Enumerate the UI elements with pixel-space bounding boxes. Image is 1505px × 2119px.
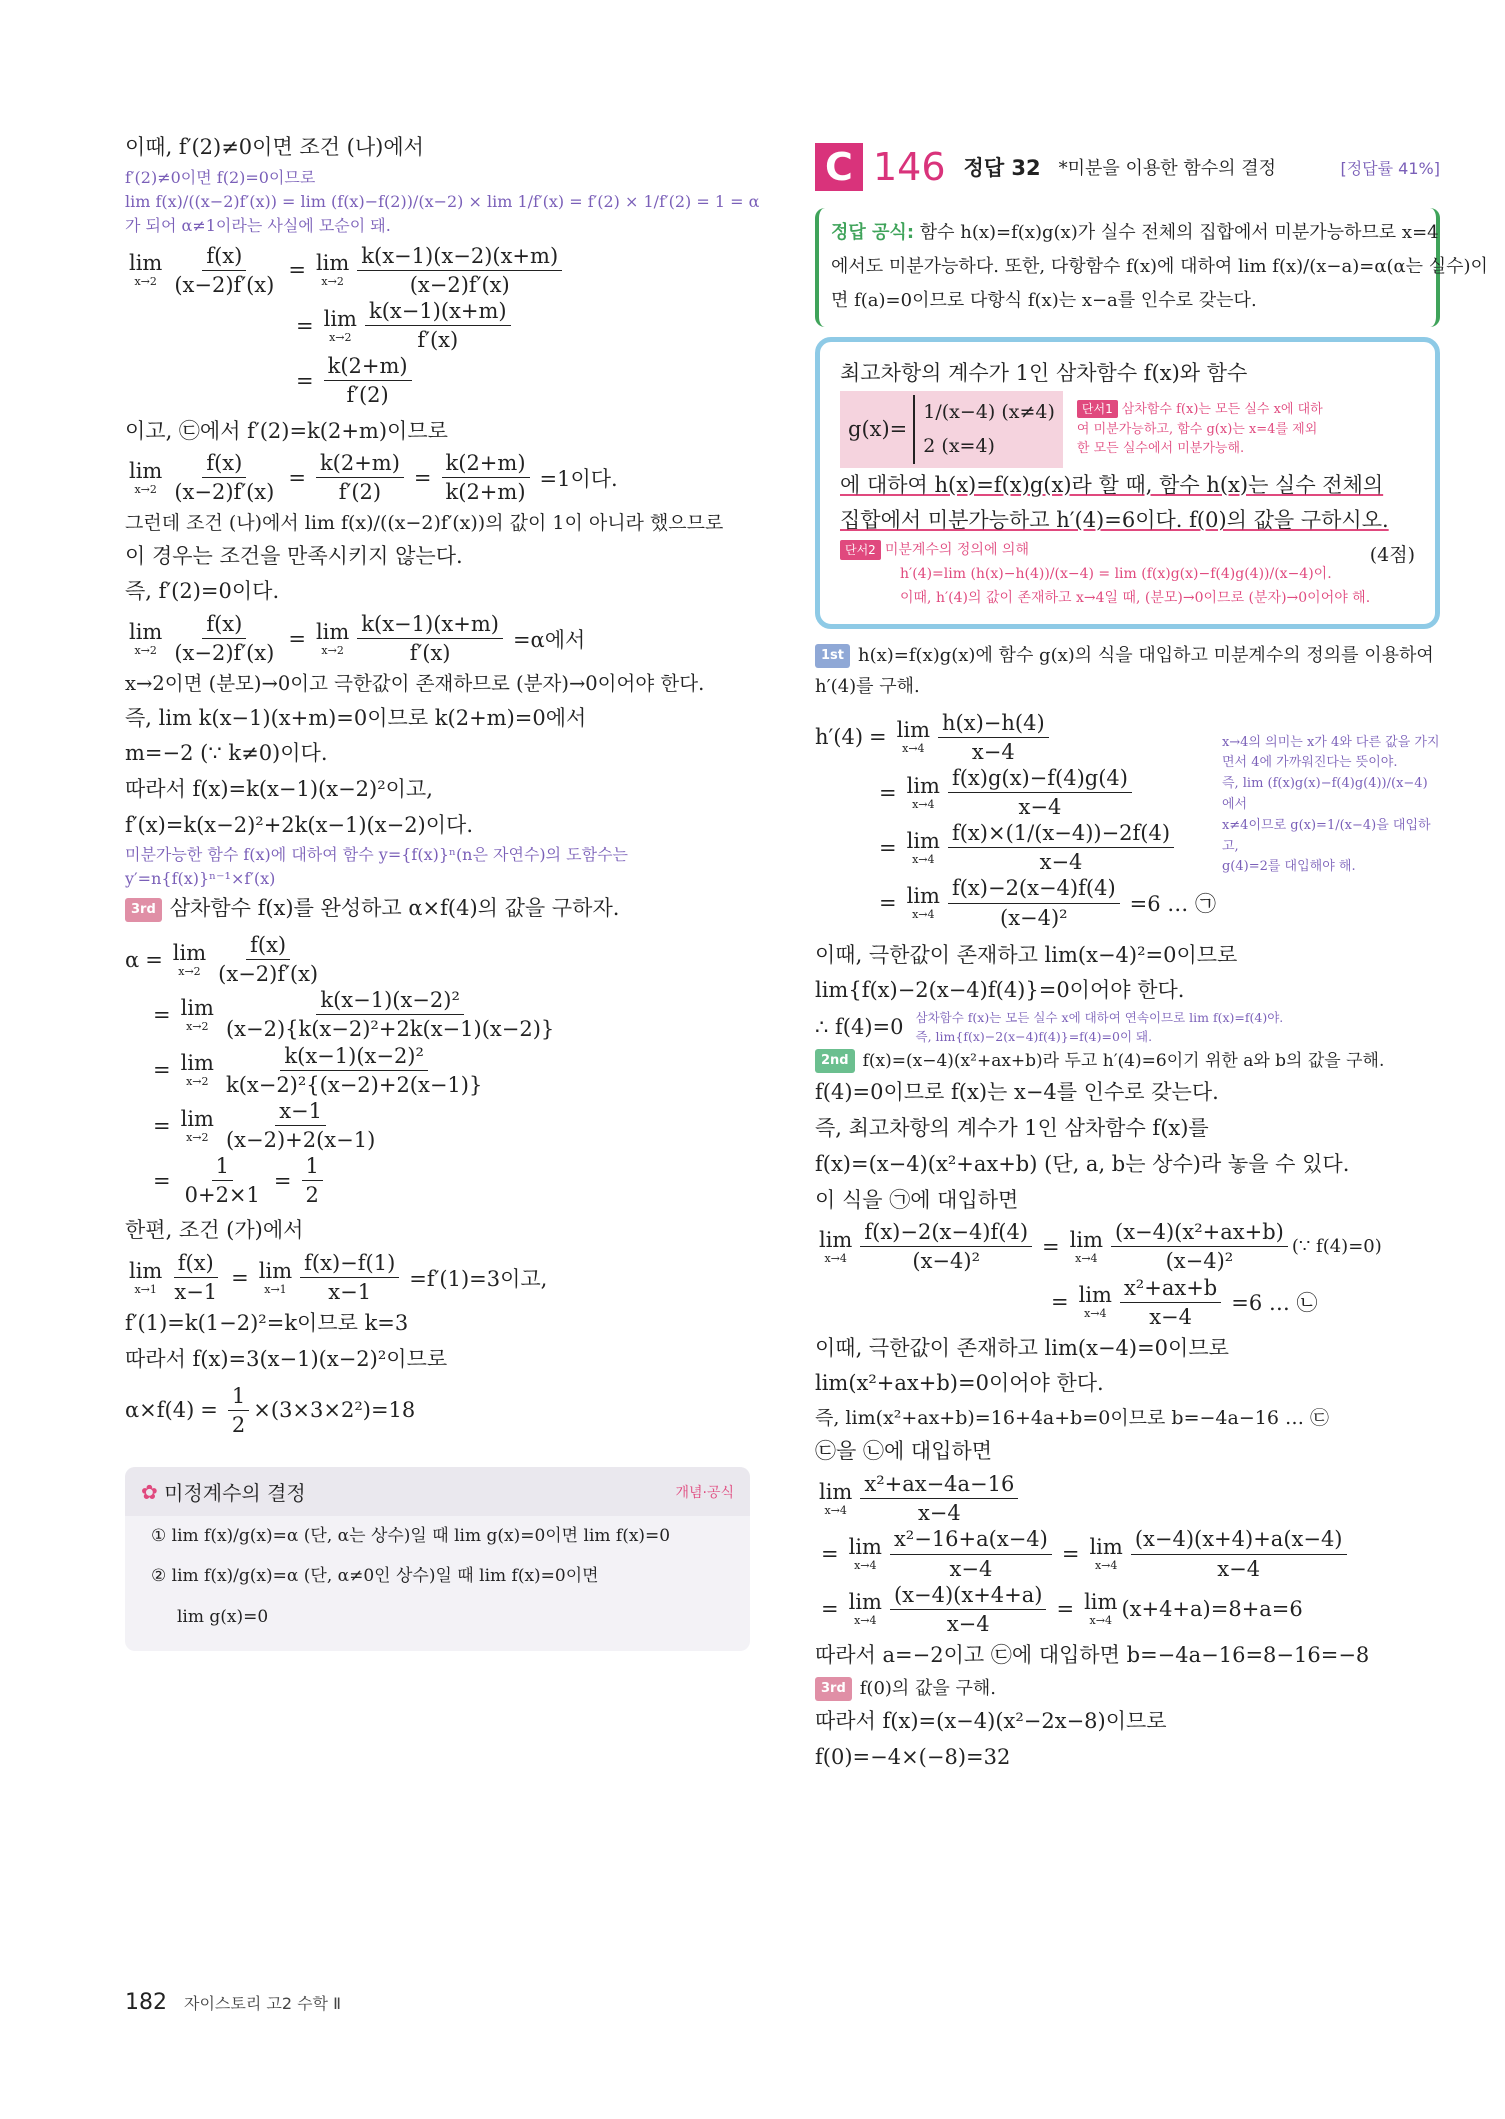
right-column [815, 140, 1488, 1776]
annotation-line: y′=n{f(x)}ⁿ⁻¹×f′(x) [125, 869, 276, 889]
limit-symbol: lim x→2 [172, 940, 207, 978]
side-note-text: g(4)=2를 대입해야 해. [1221, 859, 1356, 875]
step-badge: 3rd [815, 1677, 852, 1701]
hint-1 [1077, 400, 1327, 459]
limit-symbol: lim x→4 [1084, 1590, 1118, 1628]
problem-box [815, 337, 1440, 630]
side-note-text: x≠4이므로 g(x)=1/(x−4)을 대입하고, [1221, 817, 1431, 854]
equation-row: α×f(4) = $\frac{1}{2}$ ×(3×3×2²)=18 [125, 1383, 416, 1437]
accuracy-rate: [정답률 41%] [1340, 158, 1440, 178]
text-line: 즉, lim k(x−1)(x+m)=0이므로 k(2+m)=0에서 [125, 705, 587, 730]
step-text: 삼차함수 f(x)를 완성하고 α×f(4)의 값을 구하자. [169, 896, 620, 921]
fraction: $\frac{\text{k(x−1)(x−2)²}}{\text{(x−2)\{k(x−2)²+2k(x−1)(x−2)\}}}$ [225, 988, 555, 1042]
fraction: $\frac{f(x)}{(x-2)f'(x)}$ [174, 612, 275, 666]
limit-symbol: lim x→2 [315, 619, 350, 657]
equation-row: = lim x→2 $\frac{\text{k(x−1)(x−2)²}}{\text{k(x−2)²\{(x−2)+2(x−1)\}}}$ [125, 1044, 750, 1097]
text-line: lim{f(x)−2(x−4)f(4)}=0이어야 한다. [815, 978, 1185, 1003]
limit-symbol: lim x→2 [129, 619, 163, 657]
step-line [125, 891, 750, 927]
hint-tag: 단서1 [1077, 400, 1118, 418]
fraction: $\frac{(x-4)(x+4)+a(x-4)}{x-4}$ [1131, 1527, 1347, 1580]
flower-icon: ✿ [141, 1479, 165, 1504]
concept-note-header [125, 1467, 750, 1516]
limit-symbol: lim x→2 [180, 1106, 214, 1144]
text-line: f′(x)=k(x−2)²+2k(x−1)(x−2)이다. [125, 812, 473, 837]
step-line [815, 1047, 1440, 1076]
equation-row: = lim x→2 $\frac{x-1}{(x-2)+2(x-1)}$ [125, 1099, 750, 1152]
fraction: $\frac{h(x)-h(4)}{x-4}$ [938, 711, 1049, 764]
fraction: $\frac{\text{(x−4)(x²+ax+b)}}{\text{(x−4)²}}$ [1111, 1220, 1288, 1273]
hint-2 [840, 539, 1415, 610]
formula-line: 함수 h(x)=f(x)g(x)가 실수 전체의 집합에서 미분가능하므로 x=4 [919, 222, 1439, 243]
fraction: $\frac{f(x)-2(x-4)f(4)}{\text{(x−4)²}}$ [860, 1220, 1032, 1273]
fraction: $\frac{k(2+m)}{k(2+m)}$ [442, 451, 530, 504]
fraction: $\frac{k(x-1)(x+m)}{f'(x)}$ [357, 612, 503, 665]
fraction: $\frac{f(x)}{(x-2)f'(x)}$ [174, 243, 275, 297]
topic-label: *미분을 이용한 함수의 결정 [1058, 158, 1277, 179]
side-note [916, 1009, 1284, 1047]
problem-line: 에 대하여 h(x)=f(x)g(x)라 할 때, 함수 h(x)는 실수 전체의 [840, 472, 1384, 497]
step-text: h(x)=f(x)g(x)에 함수 g(x)의 식을 대입하고 미분계수의 정의를 이용하여 h′(4)를 구해. [815, 645, 1434, 697]
step-badge: 2nd [815, 1049, 855, 1073]
formula-line: 면 f(a)=0이므로 다항식 f(x)는 x−a를 인수로 갖는다. [831, 290, 1257, 312]
limit-symbol: lim x→4 [848, 1590, 882, 1628]
problem-header [815, 140, 1440, 194]
text-line: 이때, 극한값이 존재하고 lim(x−4)=0이므로 [815, 1335, 1229, 1360]
text-line: f′(1)=k(1−2)²=k이므로 k=3 [125, 1311, 409, 1336]
hint-text: 이때, h′(4)의 값이 존재하고 x→4일 때, (분모)→0이므로 (분자)→0이어야 해. [900, 589, 1371, 606]
case-line: 1/(x−4) (x≠4) [923, 401, 1055, 424]
fraction: $\frac{1}{0+2\times 1}$ [184, 1154, 260, 1208]
equation-row: = $\frac{k(2+m)}{f'(2)}$ [125, 354, 750, 407]
side-note-text: 삼차함수 f(x)는 모든 실수 x에 대하여 연속이므로 lim f(x)=f(4)야. [915, 1010, 1284, 1026]
fraction: $\frac{f(x)-f(1)}{x-1}$ [300, 1251, 399, 1304]
piecewise-cases [913, 395, 1055, 463]
hint-tag: 단서2 [840, 540, 881, 560]
difficulty-label: C [815, 143, 863, 191]
fraction: $\frac{(x-4)(x+4+a)}{x-4}$ [890, 1583, 1047, 1636]
fraction: $\frac{\text{x²+ax+b}}{x-4}$ [1120, 1276, 1221, 1329]
fraction: $\frac{f(x)}{x-1}$ [174, 1251, 218, 1305]
text-line: lim(x²+ax+b)=0이어야 한다. [815, 1371, 1104, 1396]
points-label: (4점) [1369, 544, 1415, 566]
equation-row: = lim x→4 $\frac{f(x)g(x)-f(4)g(4)}{x-4}$ [815, 766, 1222, 819]
answer-formula-box [815, 208, 1488, 327]
fraction: $\frac{f(x)\times(1/(x-4))-2f(4)}{x-4}$ [948, 821, 1174, 874]
text-line: 따라서 f(x)=(x−4)(x²−2x−8)이므로 [815, 1709, 1167, 1734]
limit-symbol: lim x→4 [906, 828, 940, 866]
hint-text: 미분계수의 정의에 의해 [884, 542, 1029, 558]
concept-note-item: ① lim f(x)/g(x)=α (단, α는 상수)일 때 lim g(x)=0이면 lim f(x)=0 [151, 1526, 671, 1547]
text-line: f(4)=0이므로 f(x)는 x−4를 인수로 갖는다. [815, 1080, 1219, 1105]
derivation-block [125, 244, 750, 408]
limit-symbol: lim x→4 [906, 884, 940, 922]
g-definition: g(x)= [848, 416, 908, 441]
fraction: $\frac{\text{k(x−1)(x−2)²}}{\text{k(x−2)²\{(x−2)+2(x−1)\}}}$ [225, 1043, 483, 1097]
equation-row: = lim x→4 $\frac{\text{x²−16+a(x−4)}}{x-4}$ = lim x→4 $\frac{(x-4)(x+4)+a(x-4)}{x-4}$ [815, 1527, 1440, 1580]
problem-line: 집합에서 미분가능하고 h′(4)=6이다. f(0)의 값을 구하시오. [840, 508, 1389, 533]
annotation-line: 가 되어 α≠1이라는 사실에 모순이 돼. [125, 215, 391, 235]
step-badge: 3rd [125, 898, 162, 922]
side-note-text: 즉, lim{f(x)−2(x−4)f(4)}=f(4)=0이 돼. [915, 1028, 1153, 1044]
text-line: 이고, ㉢에서 f′(2)=k(2+m)이므로 [125, 418, 448, 443]
text-line: ㉢을 ㉡에 대입하면 [815, 1439, 993, 1464]
text-line: 한편, 조건 (가)에서 [125, 1218, 304, 1243]
formula-line: 에서도 미분가능하다. 또한, 다항함수 f(x)에 대하여 lim f(x)/(x−a)=α(α는 실수)이 [831, 256, 1488, 278]
derivation-block [125, 933, 750, 1207]
limit-symbol: lim x→2 [315, 251, 350, 289]
fraction: $\frac{f(x)g(x)-f(4)g(4)}{x-4}$ [948, 766, 1132, 819]
page-number: 182 [125, 1990, 167, 2015]
limit-symbol: lim x→4 [1089, 1535, 1123, 1573]
equation-row: h′(4) = lim x→4 $\frac{h(x)-h(4)}{x-4}$ [815, 711, 1222, 764]
step-badge: 1st [815, 644, 850, 668]
equation-row: lim x→1 $\frac{f(x)}{x-1}$ = lim x→1 $\frac{f(x)-f(1)}{x-1}$ =f′(1)=3이고, [129, 1251, 548, 1305]
text-line: 이때, f′(2)≠0이면 조건 (나)에서 [125, 135, 424, 159]
equation-row: = lim x→4 $\frac{f(x)-2(x-4)f(4)}{\text{(x−4)²}}$ =6 … ㉠ [879, 876, 1216, 930]
formula-tag: 정답 공식: [831, 222, 915, 243]
concept-note-item: ② lim f(x)/g(x)=α (단, α≠0인 상수)일 때 lim f(x)=0이면 [151, 1566, 599, 1587]
limit-symbol: lim x→2 [180, 995, 214, 1033]
equation-row: = lim x→2 $\frac{\text{k(x−1)(x−2)²}}{\text{(x−2)\{k(x−2)²+2k(x−1)(x−2)\}}}$ [125, 988, 750, 1041]
fraction: $\frac{k(x-1)(x-2)(x+m)}{(x-2)f'(x)}$ [357, 244, 562, 297]
text-line: 따라서 f(x)=3(x−1)(x−2)²이므로 [125, 1347, 448, 1372]
text-line: 이 경우는 조건을 만족시키지 않는다. [125, 543, 463, 568]
fraction: $\frac{k(2+m)}{f'(2)}$ [316, 451, 404, 504]
annotation-line: f′(2)≠0이면 f(2)=0이므로 [125, 167, 316, 187]
equation-row: lim x→4 $\frac{f(x)-2(x-4)f(4)}{\text{(x−4)²}}$ = lim x→4 $\frac{\text{(x−4)(x²+ax+b)}}{\text{(x−4)²}}$ (∵ f(4)=0) [819, 1220, 1382, 1274]
equation-row: = $\frac{1}{0+2\times 1}$ = $\frac{1}{2}$ [125, 1154, 750, 1207]
limit-symbol: lim x→4 [1078, 1283, 1112, 1321]
text-line: f(0)=−4×(−8)=32 [815, 1744, 1011, 1769]
side-note-text: x→4의 의미는 x가 4와 다른 값을 가지면서 4에 가까워진다는 뜻이야. [1221, 734, 1440, 771]
case-line: 2 (x=4) [923, 435, 995, 458]
fraction: $\frac{k(x-1)(x+m)}{f'(x)}$ [365, 299, 511, 352]
hint-text: h′(4)=lim (h(x)−h(4))/(x−4) = lim (f(x)g(x)−f(4)g(4))/(x−4)이. [900, 565, 1332, 582]
fraction: $\frac{f(x)-2(x-4)f(4)}{\text{(x−4)²}}$ [948, 876, 1120, 929]
piecewise-function [840, 391, 1063, 467]
side-note [1222, 703, 1440, 938]
answer-label: 정답 32 [963, 156, 1041, 180]
step-line [815, 1674, 1440, 1705]
limit-symbol: lim x→2 [323, 306, 357, 344]
step-line [815, 641, 1440, 702]
fraction: $\frac{x-1}{(x-2)+2(x-1)}$ [225, 1098, 376, 1153]
text-line: 따라서 f(x)=k(x−1)(x−2)²이고, [125, 776, 433, 801]
equation-row [815, 1472, 1440, 1525]
fraction: $\frac{f(x)}{(x-2)f'(x)}$ [174, 451, 275, 505]
limit-symbol: lim x→4 [819, 1479, 853, 1517]
equation-row: lim x→2 $\frac{f(x)}{(x-2)f'(x)}$ = lim x→2 $\frac{k(x-1)(x-2)(x+m)}{(x-2)f'(x)}$ [125, 244, 750, 297]
text-line: 즉, lim(x²+ax+b)=16+4a+b=0이므로 b=−4a−16 … ㉢ [815, 1407, 1330, 1430]
equation-row: = lim x→4 $\frac{(x-4)(x+4+a)}{x-4}$ = lim x→4 (x+4+a)=8+a=6 [821, 1582, 1303, 1636]
problem-line: 최고차항의 계수가 1인 삼차함수 f(x)와 함수 [840, 360, 1248, 385]
step-text: f(x)=(x−4)(x²+ax+b)라 두고 h′(4)=6이기 위한 a와 b의 값을 구해. [862, 1050, 1385, 1071]
limit-symbol: lim x→4 [1069, 1227, 1103, 1265]
text-line: 이때, 극한값이 존재하고 lim(x−4)²=0이므로 [815, 942, 1238, 967]
limit-symbol: lim x→4 [848, 1535, 882, 1573]
page-footer [125, 1990, 341, 2015]
left-column [125, 130, 760, 1651]
text-line: m=−2 (∵ k≠0)이다. [125, 741, 328, 766]
equation-row: α = lim x→2 $\frac{f(x)}{(x-2)f'(x)}$ [125, 933, 750, 986]
text-line: f(x)=(x−4)(x²+ax+b) (단, a, b는 상수)라 놓을 수 있다. [815, 1151, 1350, 1176]
concept-note-box [125, 1467, 750, 1651]
limit-symbol: lim x→4 [896, 718, 931, 756]
limit-symbol: lim x→4 [819, 1227, 853, 1265]
annotation-formula: lim f(x)/((x−2)f′(x)) = lim (f(x)−f(2))/(x−2) × lim 1/f′(x) = f′(2) × 1/f′(2) = 1 = α [125, 191, 760, 211]
limit-symbol: lim x→1 [258, 1258, 293, 1296]
equation-row: = lim x→4 $\frac{\text{x²+ax+b}}{x-4}$ =6 … ㉡ [1051, 1275, 1318, 1329]
equation-row: lim x→2 $\frac{f(x)}{(x-2)f'(x)}$ = lim x→2 $\frac{k(x-1)(x+m)}{f'(x)}$ =α에서 [129, 612, 586, 666]
text-line: 그런데 조건 (나)에서 lim f(x)/((x−2)f′(x))의 값이 1이 아니라 했으므로 [125, 511, 724, 534]
fraction: $\frac{k(2+m)}{f'(2)}$ [324, 354, 412, 407]
derivation-block [815, 709, 1222, 932]
step-text: f(0)의 값을 구해. [859, 1677, 997, 1699]
limit-symbol: lim x→2 [129, 251, 163, 289]
equation-row: = lim x→4 $\frac{f(x)\times(1/(x-4))-2f(4)}{x-4}$ [815, 821, 1222, 874]
text-line: x→2이면 (분모)→0이고 극한값이 존재하므로 (분자)→0이어야 한다. [125, 672, 705, 696]
limit-symbol: lim x→1 [129, 1258, 163, 1296]
text-line: 즉, f′(2)=0이다. [125, 579, 280, 604]
fraction: $\frac{1}{2}$ [302, 1154, 323, 1207]
concept-badge: 개념·공식 [675, 1484, 734, 1501]
fraction: $\frac{f(x)}{(x-2)f'(x)}$ [218, 933, 319, 987]
text-line: 즉, 최고차항의 계수가 1인 삼차함수 f(x)를 [815, 1116, 1209, 1141]
text-line: ∴ f(4)=0 [815, 1014, 904, 1039]
text-line: 따라서 a=−2이고 ㉢에 대입하면 b=−4a−16=8−16=−8 [815, 1642, 1370, 1667]
book-title: 자이스토리 고2 수학 Ⅱ [184, 1994, 341, 2013]
annotation-line: 미분가능한 함수 f(x)에 대하여 함수 y={f(x)}ⁿ(n은 자연수)의 도함수는 [125, 845, 629, 865]
concept-note-title: 미정계수의 결정 [164, 1481, 306, 1506]
fraction: $\frac{\text{x²−16+a(x−4)}}{x-4}$ [890, 1527, 1052, 1580]
equation-row: = lim x→2 $\frac{k(x-1)(x+m)}{f'(x)}$ [125, 299, 750, 352]
equation-row: lim x→2 $\frac{f(x)}{(x-2)f'(x)}$ = $\frac{k(2+m)}{f'(2)}$ = $\frac{k(2+m)}{k(2+m)}$ =1이다. [129, 451, 618, 505]
problem-number: 146 [873, 145, 946, 189]
text-line: 이 식을 ㉠에 대입하면 [815, 1187, 1019, 1212]
hint-text: 삼차함수 f(x)는 모든 실수 x에 대하여 미분가능하고, 함수 g(x)는 x=4를 제외한 모든 실수에서 미분가능해. [1076, 402, 1323, 457]
concept-note-item: lim g(x)=0 [177, 1606, 269, 1627]
fraction: $\frac{1}{2}$ [228, 1384, 249, 1437]
side-note-text: 즉, lim (f(x)g(x)−f(4)g(4))/(x−4)에서 [1221, 776, 1428, 812]
limit-symbol: lim x→4 [906, 773, 940, 811]
limit-symbol: lim x→2 [129, 458, 163, 496]
limit-symbol: lim x→2 [180, 1051, 214, 1089]
fraction: $\frac{\text{x²+ax−4a−16}}{x-4}$ [860, 1472, 1018, 1525]
